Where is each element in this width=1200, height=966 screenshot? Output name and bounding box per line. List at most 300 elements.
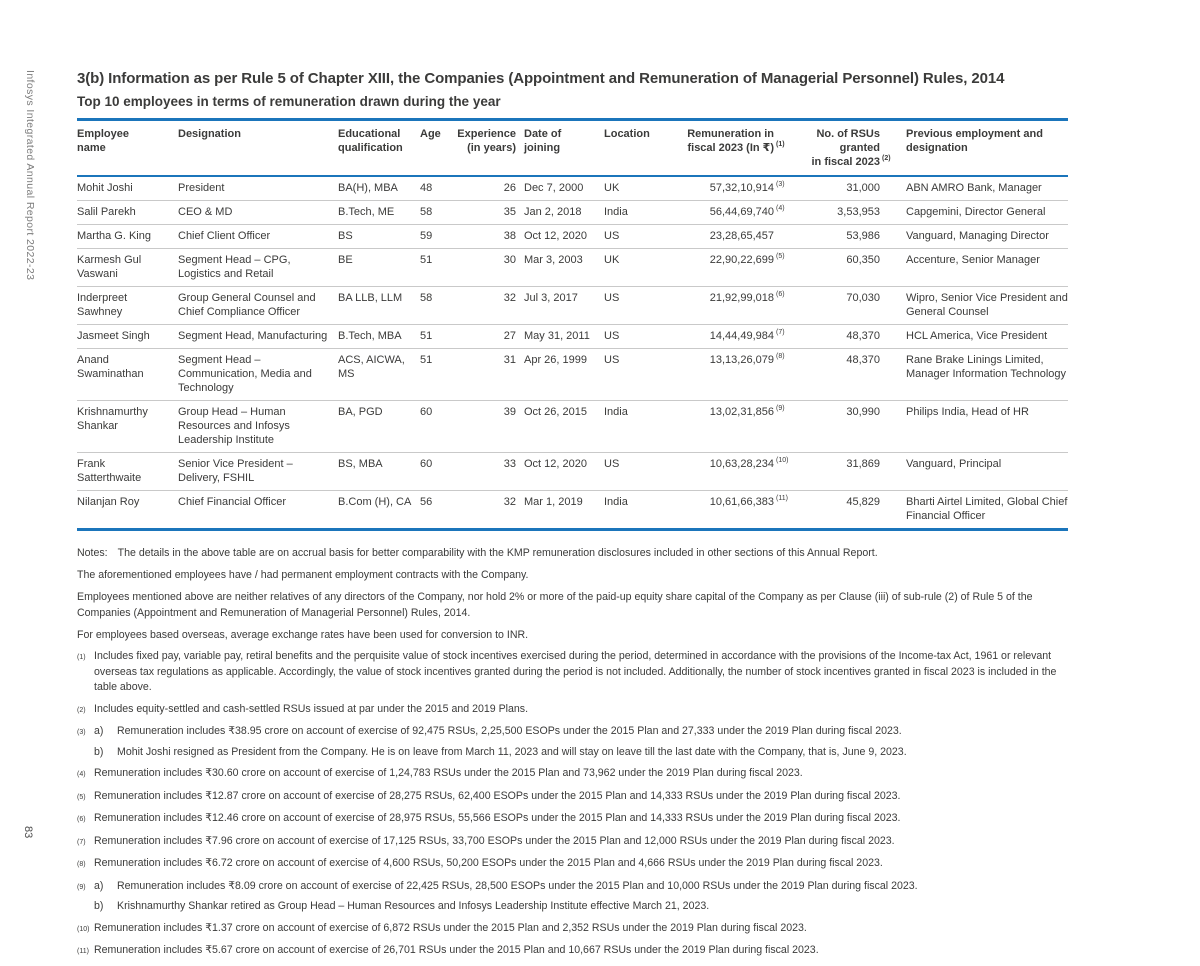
value-text: Mar 3, 2003 <box>524 254 583 266</box>
footnote-item <box>94 745 1068 761</box>
footnote <box>77 921 1068 938</box>
cell-previous <box>890 249 1068 287</box>
cell-rsus <box>788 401 890 453</box>
table-row <box>77 453 1068 491</box>
header-line: No. of RSUs granted <box>816 128 880 154</box>
value-text: US <box>604 354 620 366</box>
value-text: May 31, 2011 <box>524 330 590 342</box>
value-text: Segment Head – CPG, Logistics and Retail <box>178 254 291 280</box>
footnote-ref: (5) <box>776 253 785 260</box>
footnote-ref: (11) <box>776 495 788 502</box>
value-text: Accenture, Senior Manager <box>906 254 1040 266</box>
value-text: BA(H), MBA <box>338 182 398 194</box>
cell-age <box>420 453 454 491</box>
value-text: Rane Brake Linings Limited, Manager Information Technology <box>906 354 1067 380</box>
cell-location <box>604 287 668 325</box>
value-text: Krishnamurthy Shankar <box>77 406 148 432</box>
footnote-ref: (4) <box>776 205 785 212</box>
footnote-body <box>94 724 1068 760</box>
value-text: 33 <box>503 458 516 470</box>
value-text: Wipro, Senior Vice President and General Counsel <box>906 292 1068 318</box>
footnote-item <box>94 649 1068 696</box>
cell-location <box>604 325 668 349</box>
cell-designation <box>178 491 338 530</box>
footnote-marker: (9) <box>77 883 86 891</box>
cell-rsus <box>788 201 890 225</box>
cell-joining <box>524 249 604 287</box>
footnote-marker: (1) <box>77 654 86 661</box>
footnote-marker: (7) <box>77 838 86 846</box>
table-row <box>77 225 1068 249</box>
header-line: Age <box>420 128 441 140</box>
footnote-item-label: b) <box>94 900 104 912</box>
value-text: 10,61,66,383 (11) <box>710 496 774 508</box>
table-row <box>77 325 1068 349</box>
cell-experience <box>454 491 524 530</box>
footnote <box>77 943 1068 960</box>
col-header-previous <box>890 120 1068 177</box>
footnote-ref: (7) <box>776 329 785 336</box>
cell-designation <box>178 201 338 225</box>
value-text: B.Com (H), CA <box>338 496 412 508</box>
cell-name <box>77 325 178 349</box>
cell-age <box>420 325 454 349</box>
value-text: 14,44,49,984 (7) <box>710 330 774 342</box>
table-row <box>77 176 1068 201</box>
cell-previous <box>890 201 1068 225</box>
cell-education <box>338 325 420 349</box>
cell-joining <box>524 453 604 491</box>
value-text: Philips India, Head of HR <box>906 406 1029 418</box>
value-text: 13,13,26,079 (8) <box>710 354 774 366</box>
cell-education <box>338 225 420 249</box>
table-row <box>77 401 1068 453</box>
value-text: US <box>604 330 620 342</box>
header-line <box>77 141 170 155</box>
cell-age <box>420 349 454 401</box>
header-line: Remuneration in <box>687 128 774 140</box>
cell-experience <box>454 287 524 325</box>
footnote-item <box>94 766 1068 782</box>
notes-label: Notes: <box>77 547 108 559</box>
cell-location <box>604 249 668 287</box>
notes-section <box>77 545 1068 643</box>
cell-age <box>420 201 454 225</box>
value-text: Mohit Joshi <box>77 182 133 194</box>
value-text: 30 <box>503 254 516 266</box>
footnote-item <box>94 811 1068 827</box>
value-text: CEO & MD <box>178 206 233 218</box>
footnote-text: Includes equity-settled and cash-settled RSUs issued at par under the 2015 and 2019 Plans. <box>94 702 529 715</box>
cell-previous <box>890 491 1068 530</box>
value-text: US <box>604 458 620 470</box>
cell-designation <box>178 401 338 453</box>
value-text: 31,869 <box>846 458 880 470</box>
footnote-item <box>94 856 1068 872</box>
value-text: Martha G. King <box>77 230 151 242</box>
cell-previous <box>890 401 1068 453</box>
cell-rsus <box>788 349 890 401</box>
cell-remuneration <box>668 491 788 530</box>
value-text: India <box>604 406 628 418</box>
value-text: 31,000 <box>846 182 880 194</box>
note-paragraph: The aforementioned employees have / had permanent employment contracts with the Company. <box>77 569 529 581</box>
value-text: 35 <box>503 206 516 218</box>
cell-joining <box>524 349 604 401</box>
value-text: in fiscal 2023 (2) <box>812 156 881 168</box>
cell-previous <box>890 453 1068 491</box>
footnote-item <box>94 789 1068 805</box>
value-text: Vanguard, Managing Director <box>906 230 1049 242</box>
cell-rsus <box>788 325 890 349</box>
value-text: 45,829 <box>846 496 880 508</box>
cell-age <box>420 491 454 530</box>
cell-joining <box>524 287 604 325</box>
value-text: Chief Financial Officer <box>178 496 287 508</box>
cell-education <box>338 287 420 325</box>
cell-experience <box>454 349 524 401</box>
value-text: ABN AMRO Bank, Manager <box>906 182 1042 194</box>
footnote-marker: (5) <box>77 793 86 801</box>
cell-remuneration <box>668 176 788 201</box>
footnote-body <box>94 789 1068 806</box>
value-text: 13,02,31,856 (9) <box>710 406 774 418</box>
value-text: 32 <box>503 292 516 304</box>
footnote-text: Remuneration includes ₹6.72 crore on account of exercise of 4,600 RSUs, 50,200 ESOPs under the 2015 Plan and 4,666 RSUs under the 2019 Plan during fiscal 2023. <box>94 857 883 869</box>
cell-location <box>604 453 668 491</box>
header-line: Previous employment and <box>906 128 1043 140</box>
cell-previous <box>890 349 1068 401</box>
col-header-joining <box>524 120 604 177</box>
header-row <box>77 120 1068 177</box>
header-line: Location <box>604 128 650 140</box>
cell-age <box>420 249 454 287</box>
footnote-text: Remuneration includes ₹5.67 crore on account of exercise of 26,701 RSUs under the 2015 Plan and 10,667 RSUs under the 2019 Plan during fiscal 2023. <box>94 944 819 956</box>
footnote-text: Mohit Joshi resigned as President from the Company. He is on leave from March 11, 2023 and will stay on leave till the last date with the Company, that is, June 9, 2023. <box>117 745 907 758</box>
value-text: (in years) <box>467 142 516 154</box>
cell-joining <box>524 176 604 201</box>
value-text: President <box>178 182 225 194</box>
table-row <box>77 287 1068 325</box>
cell-experience <box>454 325 524 349</box>
cell-joining <box>524 401 604 453</box>
value-text: India <box>604 206 628 218</box>
cell-joining <box>524 201 604 225</box>
value-text: Jul 3, 2017 <box>524 292 578 304</box>
value-text: Jan 2, 2018 <box>524 206 582 218</box>
footnote <box>77 811 1068 828</box>
value-text: Capgemini, Director General <box>906 206 1046 218</box>
cell-remuneration <box>668 201 788 225</box>
value-text: 10,63,28,234 (10) <box>710 458 774 470</box>
cell-education <box>338 176 420 201</box>
cell-age <box>420 176 454 201</box>
footnote-body <box>94 649 1068 696</box>
footnote-text: Remuneration includes ₹1.37 crore on account of exercise of 6,872 RSUs under the 2015 Plan and 2,352 RSUs under the 2019 Plan during fiscal 2023. <box>94 921 807 934</box>
footnote-text: Remuneration includes ₹8.09 crore on account of exercise of 22,425 RSUs, 28,500 ESOPs under the 2015 Plan and 10,000 RSUs under the 2019 Plan during fiscal 2023. <box>117 879 918 892</box>
cell-rsus <box>788 225 890 249</box>
footnote-marker: (8) <box>77 861 86 868</box>
cell-experience <box>454 176 524 201</box>
cell-designation <box>178 225 338 249</box>
cell-education <box>338 249 420 287</box>
value-text: HCL America, Vice President <box>906 330 1048 342</box>
table-row <box>77 491 1068 530</box>
cell-rsus <box>788 453 890 491</box>
value-text: UK <box>604 182 620 194</box>
col-header-designation <box>178 120 338 177</box>
footnote-body <box>94 879 1068 915</box>
cell-designation <box>178 249 338 287</box>
footnote-body <box>94 811 1068 828</box>
cell-name <box>77 225 178 249</box>
header-line: Date of <box>524 128 562 140</box>
value-text: 3,53,953 <box>837 206 880 218</box>
footnote-item <box>94 834 1068 850</box>
cell-designation <box>178 176 338 201</box>
footnote-text: Remuneration includes ₹7.96 crore on account of exercise of 17,125 RSUs, 33,700 ESOPs under the 2015 Plan and 12,000 RSUs under the 2019 Plan during fiscal 2023. <box>94 834 895 847</box>
value-text: name <box>77 142 106 154</box>
col-header-education <box>338 120 420 177</box>
value-text: 51 <box>420 354 433 366</box>
value-text: 60 <box>420 458 433 470</box>
cell-location <box>604 201 668 225</box>
page-number: 83 <box>22 826 34 839</box>
col-header-location <box>604 120 668 177</box>
value-text: Senior Vice President – Delivery, FSHIL <box>178 458 293 484</box>
value-text: joining <box>524 142 561 154</box>
cell-designation <box>178 287 338 325</box>
cell-experience <box>454 201 524 225</box>
header-line <box>454 141 516 155</box>
cell-age <box>420 401 454 453</box>
note-paragraph: Notes: The details in the above table are on accrual basis for better comparability with the KMP remuneration disclosures included in other sections of this Annual Report. <box>77 547 878 559</box>
value-text: Oct 12, 2020 <box>524 458 587 470</box>
footnote-ref: (8) <box>776 353 785 360</box>
value-text: 60,350 <box>846 254 880 266</box>
value-text: Oct 26, 2015 <box>524 406 587 418</box>
value-text: 58 <box>420 292 433 304</box>
footnote <box>77 879 1068 915</box>
table-row <box>77 349 1068 401</box>
value-text: 39 <box>503 406 516 418</box>
footnote-item <box>94 879 1068 895</box>
value-text: 22,90,22,699 (5) <box>710 254 774 266</box>
cell-education <box>338 401 420 453</box>
cell-designation <box>178 349 338 401</box>
col-header-experience <box>454 120 524 177</box>
value-text: BS, MBA <box>338 458 383 470</box>
value-text: B.Tech, MBA <box>338 330 402 342</box>
value-text: 51 <box>420 330 433 342</box>
table-row <box>77 249 1068 287</box>
footnote-marker: (6) <box>77 816 86 823</box>
value-text: qualification <box>338 142 403 154</box>
header-line: Employee <box>77 128 129 140</box>
value-text: Bharti Airtel Limited, Global Chief Financial Officer <box>906 496 1068 522</box>
cell-experience <box>454 453 524 491</box>
value-text: 27 <box>503 330 516 342</box>
footnote-item <box>94 899 1068 915</box>
cell-rsus <box>788 491 890 530</box>
footnote-text: Remuneration includes ₹12.46 crore on account of exercise of 28,975 RSUs, 55,566 ESOPs under the 2015 Plan and 14,333 RSUs under the 2019 Plan during fiscal 2023. <box>94 812 901 824</box>
cell-remuneration <box>668 349 788 401</box>
footnote-body <box>94 766 1068 783</box>
cell-designation <box>178 325 338 349</box>
footnote <box>77 766 1068 783</box>
footnote <box>77 789 1068 806</box>
col-header-age <box>420 120 454 177</box>
value-text: 31 <box>503 354 516 366</box>
note-paragraph: For employees based overseas, average exchange rates have been used for conversion to INR. <box>77 629 529 641</box>
footnote-item <box>94 724 1068 740</box>
value-text: BA, PGD <box>338 406 383 418</box>
value-text: Segment Head, Manufacturing <box>178 330 328 342</box>
cell-education <box>338 491 420 530</box>
cell-name <box>77 287 178 325</box>
cell-remuneration <box>668 401 788 453</box>
value-text: Vanguard, Principal <box>906 458 1002 470</box>
value-text: 56,44,69,740 (4) <box>710 206 774 218</box>
cell-name <box>77 249 178 287</box>
value-text: Frank Satterthwaite <box>77 458 142 484</box>
col-header-name <box>77 120 178 177</box>
cell-remuneration <box>668 325 788 349</box>
footnote <box>77 724 1068 760</box>
value-text: Group Head – Human Resources and Infosys Leadership Institute <box>178 406 290 446</box>
footnote-marker: (10) <box>77 925 90 933</box>
footnote-ref: (1) <box>776 141 785 148</box>
value-text: BA LLB, LLM <box>338 292 403 304</box>
footnote-ref: (9) <box>776 405 785 412</box>
footnote-text: Includes fixed pay, variable pay, retiral benefits and the perquisite value of stock incentives exercised during the period, determined in accordance with the provisions of the Income-tax Act, 1961 or relevant overseas tax regulations as applicable. Accordingly, the value of stock incentives granted during the period is not included. Additionally, the number of stock incentives granted in fiscal 2023 is included in the table above. <box>94 650 1057 693</box>
cell-education <box>338 453 420 491</box>
cell-remuneration <box>668 453 788 491</box>
header-line: Designation <box>178 128 241 140</box>
value-text: BS <box>338 230 353 242</box>
cell-age <box>420 225 454 249</box>
value-text: 57,32,10,914 (3) <box>710 182 774 194</box>
value-text: 51 <box>420 254 433 266</box>
cell-location <box>604 491 668 530</box>
report-edition-vertical-label: Infosys Integrated Annual Report 2022-23 <box>24 70 36 281</box>
footnote-text: Remuneration includes ₹38.95 crore on account of exercise of 92,475 RSUs, 2,25,500 ESOPs under the 2015 Plan and 27,333 under the 2019 Plan during fiscal 2023. <box>117 725 902 737</box>
value-text: India <box>604 496 628 508</box>
header-line <box>338 141 412 155</box>
value-text: Inderpreet Sawhney <box>77 292 128 318</box>
cell-remuneration <box>668 249 788 287</box>
footnote-ref: (6) <box>776 291 785 298</box>
footnote <box>77 856 1068 873</box>
section-subtitle: Top 10 employees in terms of remuneration drawn during the year <box>77 94 501 109</box>
header-line <box>524 141 596 155</box>
table-body <box>77 176 1068 530</box>
cell-previous <box>890 225 1068 249</box>
cell-location <box>604 349 668 401</box>
cell-experience <box>454 249 524 287</box>
footnotes-section <box>77 649 1068 960</box>
footnote <box>77 834 1068 851</box>
header-line <box>668 141 785 155</box>
cell-experience <box>454 225 524 249</box>
footnote-text: Remuneration includes ₹12.87 crore on account of exercise of 28,275 RSUs, 62,400 ESOPs under the 2015 Plan and 14,333 RSUs under the 2019 Plan during fiscal 2023. <box>94 789 901 802</box>
table-row <box>77 201 1068 225</box>
cell-location <box>604 176 668 201</box>
footnote-ref: (3) <box>776 181 785 188</box>
cell-remuneration <box>668 225 788 249</box>
value-text: B.Tech, ME <box>338 206 395 218</box>
cell-age <box>420 287 454 325</box>
value-text: designation <box>906 142 968 154</box>
value-text: Jasmeet Singh <box>77 330 150 342</box>
value-text: Karmesh Gul Vaswani <box>77 254 142 280</box>
cell-education <box>338 349 420 401</box>
value-text: Anand Swaminathan <box>77 354 144 380</box>
value-text: 60 <box>420 406 433 418</box>
footnote-ref: (10) <box>776 457 789 464</box>
value-text: 23,28,65,457 <box>709 230 774 242</box>
col-header-rsus <box>788 120 890 177</box>
section-title: 3(b) Information as per Rule 5 of Chapter XIII, the Companies (Appointment and Remuneration of Managerial Personnel) Rules, 2014 <box>77 70 1005 87</box>
cell-name <box>77 176 178 201</box>
value-text: BE <box>338 254 353 266</box>
note-paragraph: Employees mentioned above are neither relatives of any directors of the Company, nor hold 2% or more of the paid-up equity share capital of the Company as per Clause (iii) of sub-rule (2) of Rule 5 of the Companies (Appointment and Remuneration of Managerial Personnel) Rules, 2014. <box>77 591 1033 619</box>
footnote-item <box>94 702 1068 718</box>
value-text: 56 <box>420 496 433 508</box>
value-text: 26 <box>503 182 516 194</box>
value-text: 48,370 <box>846 330 880 342</box>
col-header-remuneration <box>668 120 788 177</box>
footnote-marker: (4) <box>77 771 86 778</box>
value-text: UK <box>604 254 620 266</box>
cell-rsus <box>788 249 890 287</box>
cell-previous <box>890 287 1068 325</box>
cell-name <box>77 201 178 225</box>
value-text: US <box>604 292 620 304</box>
page-content <box>77 70 1068 966</box>
footnote-marker: (2) <box>77 706 86 714</box>
header-line <box>788 155 891 169</box>
cell-previous <box>890 325 1068 349</box>
value-text: 59 <box>420 230 433 242</box>
footnote-body <box>94 856 1068 873</box>
cell-joining <box>524 325 604 349</box>
header-line: Educational <box>338 128 401 140</box>
cell-location <box>604 225 668 249</box>
footnote <box>77 702 1068 719</box>
cell-experience <box>454 401 524 453</box>
cell-previous <box>890 176 1068 201</box>
top-employees-remuneration-table <box>77 118 1068 531</box>
cell-remuneration <box>668 287 788 325</box>
value-text: Group General Counsel and Chief Compliance Officer <box>178 292 316 318</box>
footnote-body <box>94 834 1068 851</box>
value-text: 32 <box>503 496 516 508</box>
cell-name <box>77 401 178 453</box>
cell-name <box>77 491 178 530</box>
footnote-body <box>94 921 1068 938</box>
footnote-marker: (11) <box>77 948 89 955</box>
value-text: Chief Client Officer <box>178 230 271 242</box>
footnote-ref: (2) <box>882 155 891 162</box>
footnote-text: Krishnamurthy Shankar retired as Group Head – Human Resources and Infosys Leadership Institute effective March 21, 2023. <box>117 900 710 912</box>
value-text: 53,986 <box>846 230 880 242</box>
value-text: Salil Parekh <box>77 206 136 218</box>
cell-name <box>77 349 178 401</box>
value-text: 21,92,99,018 (6) <box>710 292 774 304</box>
value-text: 30,990 <box>846 406 880 418</box>
cell-location <box>604 401 668 453</box>
